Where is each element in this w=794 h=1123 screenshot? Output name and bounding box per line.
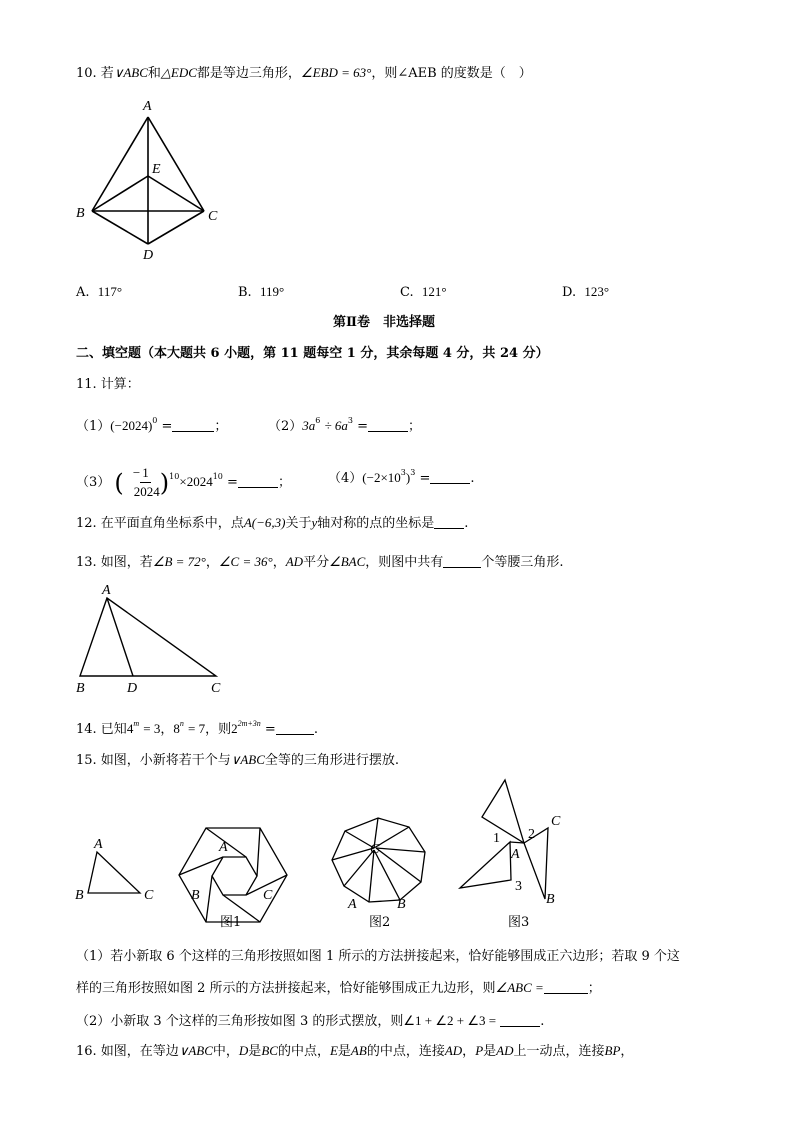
q10-option-b: B. 119° [238,284,285,300]
q15-part1-line1: （1）若小新取 6 个这样的三角形按照如图 1 所示的方法拼接起来，恰好能够围成正六边形；若取 9 个这 [76,949,680,964]
q10-label-e: E [152,162,161,177]
q15-caption-2: 图2 [369,915,391,930]
q15-fig3-num-2: 2 [528,827,535,842]
q15-base-triangle [88,852,140,893]
q14-stem: 14. 已知4$^m$ = 3，8$^n$ = 7，则$2^{2m+3n}$ = . [76,719,318,737]
q15-fig3-label-a: A [511,847,520,862]
q15-fig1-label-a: A [219,840,228,855]
q10-label-c: C [208,209,218,224]
q15-fig3-label-c: C [551,814,561,829]
q11-part2: $(2)3a^6 \div 6a^3$ = ； [268,416,422,434]
q11-part4: $(4)(-2\times 10^3)^3$ = . [328,468,475,486]
q15-base-label-b: B [75,888,84,903]
q15-fig3-num-3: 3 [515,879,522,894]
q15-base-label-a: A [94,837,103,852]
q15-blank-1[interactable] [544,981,588,994]
q16-stem: 16. 如图，在等边∨ABC中，D是BC的中点，E是AB的中点，连接AD，P是AD上一动点，连接BP， [76,1043,634,1059]
q10-option-a: A. 117° [76,284,123,300]
q10-stem: 10. 若∨ABC和△EDC都是等边三角形，∠EBD = 63°，则∠AEB 的度数是（ ） [76,65,532,81]
q11-part1: $(1)(-2024)^0$ = ； [76,416,228,434]
q15-fig2-nonagon [332,818,425,902]
q10-label-b: B [76,206,85,221]
q15-caption-1: 图1 [220,915,242,930]
q13-label-c: C [211,681,221,696]
q10-option-d: D. 123° [562,284,610,300]
q15-fig1-label-c: C [263,888,273,903]
q13-stem: 13. 如图，若∠B = 72°，∠C = 36°，AD平分∠BAC，则图中共有 个等腰三角形. [76,554,564,570]
q11-title: 11. 计算： [76,377,140,392]
q15-caption-3: 图3 [508,915,530,930]
q15-fig2-label-a: A [348,897,357,912]
q10-option-c: C. 121° [400,284,447,300]
q13-label-d: D [127,681,138,696]
q10-label-d: D [143,248,154,263]
q13-label-b: B [76,681,85,696]
q15-base-label-c: C [144,888,154,903]
q15-fig1-label-b: B [191,888,200,903]
q15-fig1-hexagon [179,828,287,922]
q15-part2: （2）小新取 3 个这样的三角形按如图 3 的形式摆放，则∠1 + ∠2 + ∠3 = . [76,1013,545,1029]
q11-fraction: − 1 2024 [132,465,160,499]
q13-label-a: A [102,583,111,598]
q15-blank-2[interactable] [500,1014,540,1027]
q15-fig2-label-c: C [370,842,380,857]
section2-title: 二、填空题（本大题共 6 小题，第 11 题每空 1 分，其余每题 4 分，共 24 分） [76,346,549,361]
q15-fig3-label-b: B [546,892,555,907]
q15-fig2-label-b: B [397,897,406,912]
q11-part3: （3） ( − 1 2024 )$^{10}\times 2024^{10}$ = ； [76,465,291,499]
q15-part1-line2: 样的三角形按照如图 2 所示的方法拼接起来，恰好能够围成正九边形，则∠ABC = ； [76,980,601,996]
q15-stem: 15. 如图，小新将若干个与∨ABC全等的三角形进行摆放. [76,752,400,768]
q10-label-a: A [143,99,152,114]
q15-fig3-num-1: 1 [493,831,500,846]
part2-title: 第Ⅱ卷 非选择题 [333,315,435,330]
q12-stem: 12. 在平面直角坐标系中，点A(−6,3)关于y轴对称的点的坐标是 . [76,515,469,531]
